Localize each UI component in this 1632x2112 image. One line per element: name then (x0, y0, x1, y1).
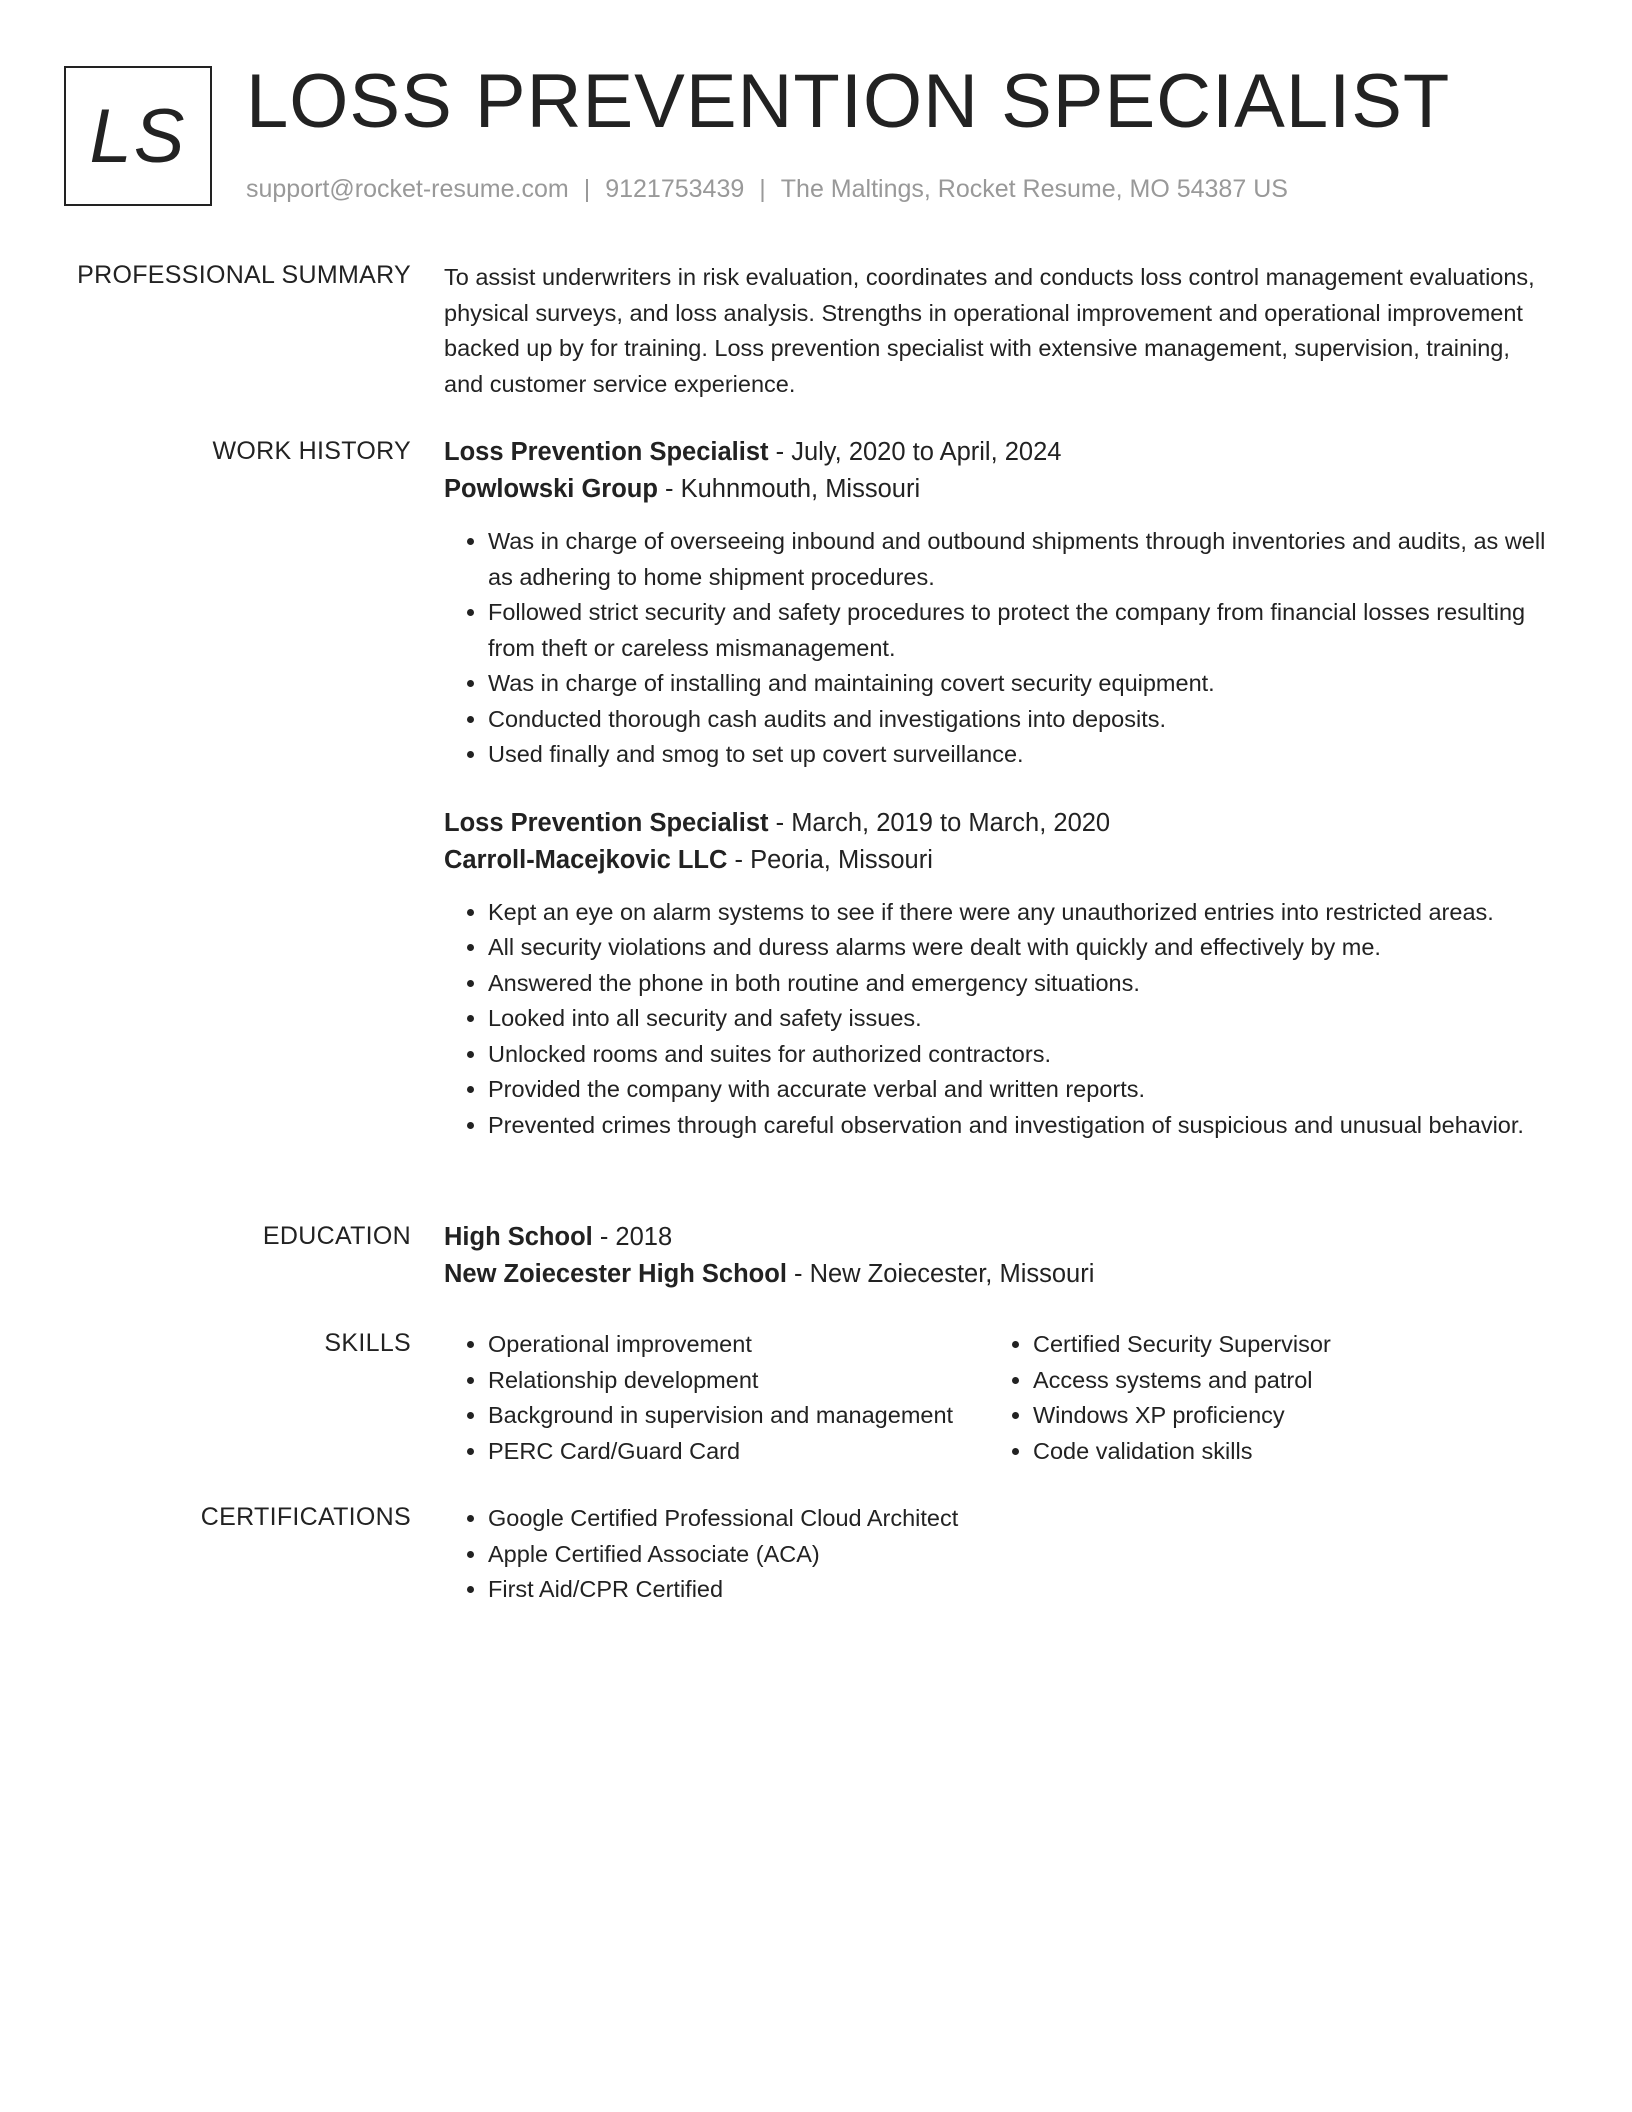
job-bullet: • Looked into all security and safety issues. (488, 1001, 1554, 1037)
education-degree: High School (444, 1223, 593, 1251)
education-year: - 2018 (592, 1223, 673, 1251)
section-title-work-history: WORK HISTORY (212, 437, 411, 465)
job-title-line (444, 805, 1554, 842)
job-title-line (444, 434, 1554, 471)
certification-item: • First Aid/CPR Certified (488, 1572, 1554, 1608)
job-bullet: • Unlocked rooms and suites for authorized contractors. (488, 1037, 1554, 1073)
skills-list (989, 1327, 1534, 1469)
education-school-line (444, 1256, 1554, 1293)
contact-line (246, 173, 1288, 206)
job-bullets (444, 524, 1554, 773)
certifications-list (444, 1501, 1554, 1608)
skill-item: • Access systems and patrol (1033, 1363, 1534, 1399)
skill-item: • Code validation skills (1033, 1434, 1534, 1470)
skills-grid (444, 1327, 1554, 1469)
job-company: Powlowski Group (444, 475, 658, 503)
education-location: - New Zoiecester, Missouri (786, 1260, 1095, 1288)
certification-item: • Google Certified Professional Cloud Architect (488, 1501, 1554, 1537)
contact-separator: | (759, 175, 766, 203)
job-bullet: • Answered the phone in both routine and emergency situations. (488, 966, 1554, 1002)
monogram-logo: LS (64, 66, 212, 206)
job-bullet: • Prevented crimes through careful observation and investigation of suspicious and unusual behavior. (488, 1108, 1554, 1144)
certification-item: • Apple Certified Associate (ACA) (488, 1537, 1554, 1573)
skill-item: • Relationship development (488, 1363, 989, 1399)
skills-column-left (444, 1327, 989, 1469)
job-role: Loss Prevention Specialist (444, 438, 769, 466)
job-company-line (444, 842, 1554, 879)
job-bullet: • Followed strict security and safety procedures to protect the company from financial losses resulting from theft or careless mismanagement. (488, 595, 1554, 666)
job-dates: - March, 2019 to March, 2020 (768, 808, 1111, 837)
education-degree-line (444, 1219, 1554, 1256)
job-bullet: • Conducted thorough cash audits and investigations into deposits. (488, 702, 1554, 738)
job-bullet: • Kept an eye on alarm systems to see if there were any unauthorized entries into restricted areas. (488, 895, 1554, 931)
section-title-summary: PROFESSIONAL SUMMARY (77, 261, 411, 289)
job-bullet: • Provided the company with accurate verbal and written reports. (488, 1072, 1554, 1108)
section-title-education: EDUCATION (262, 1222, 411, 1250)
skill-item: • Operational improvement (488, 1327, 989, 1363)
contact-phone: 9121753439 (605, 175, 745, 203)
resume-title: LOSS PREVENTION SPECIALIST (246, 59, 1451, 144)
work-history-body (444, 434, 1554, 1143)
job-bullets (444, 895, 1554, 1144)
skills-column-right (989, 1327, 1534, 1469)
skill-item: • Windows XP proficiency (1033, 1398, 1534, 1434)
job-role: Loss Prevention Specialist (444, 808, 769, 837)
summary-body (444, 260, 1554, 402)
skill-item: • Certified Security Supervisor (1033, 1327, 1534, 1363)
job-bullet: • All security violations and duress alarms were dealt with quickly and effectively by me. (488, 930, 1554, 966)
education-body (444, 1219, 1554, 1293)
job-entry (444, 434, 1554, 773)
contact-address: The Maltings, Rocket Resume, MO 54387 US (780, 175, 1288, 203)
job-location: - Peoria, Missouri (727, 845, 933, 874)
skill-item: • PERC Card/Guard Card (488, 1434, 989, 1470)
skills-list (444, 1327, 989, 1469)
summary-text: To assist underwriters in risk evaluation, coordinates and conducts loss control management evaluations, physical surveys, and loss analysis. Strengths in operational improvement and operational improvement backed up by for training. Loss prevention specialist with extensive management, supervision, training, and customer service experience. (444, 264, 1535, 397)
job-company: Carroll-Macejkovic LLC (444, 845, 728, 874)
section-title-skills: SKILLS (324, 1329, 411, 1357)
job-dates: - July, 2020 to April, 2024 (768, 438, 1062, 466)
contact-email: support@rocket-resume.com (246, 175, 569, 203)
certifications-body (444, 1501, 1554, 1608)
job-bullet: • Used finally and smog to set up covert surveillance. (488, 737, 1554, 773)
job-entry (444, 805, 1554, 1144)
skill-item: • Background in supervision and management (488, 1398, 989, 1434)
education-school: New Zoiecester High School (444, 1260, 787, 1288)
job-bullet: • Was in charge of installing and maintaining covert security equipment. (488, 666, 1554, 702)
contact-separator: | (583, 175, 591, 203)
skills-body (444, 1327, 1554, 1469)
job-bullet: • Was in charge of overseeing inbound and outbound shipments through inventories and audits, as well as adhering to home shipment procedures. (488, 524, 1554, 595)
section-title-certifications: CERTIFICATIONS (200, 1503, 411, 1531)
job-location: - Kuhnmouth, Missouri (657, 475, 921, 503)
job-company-line (444, 471, 1554, 508)
